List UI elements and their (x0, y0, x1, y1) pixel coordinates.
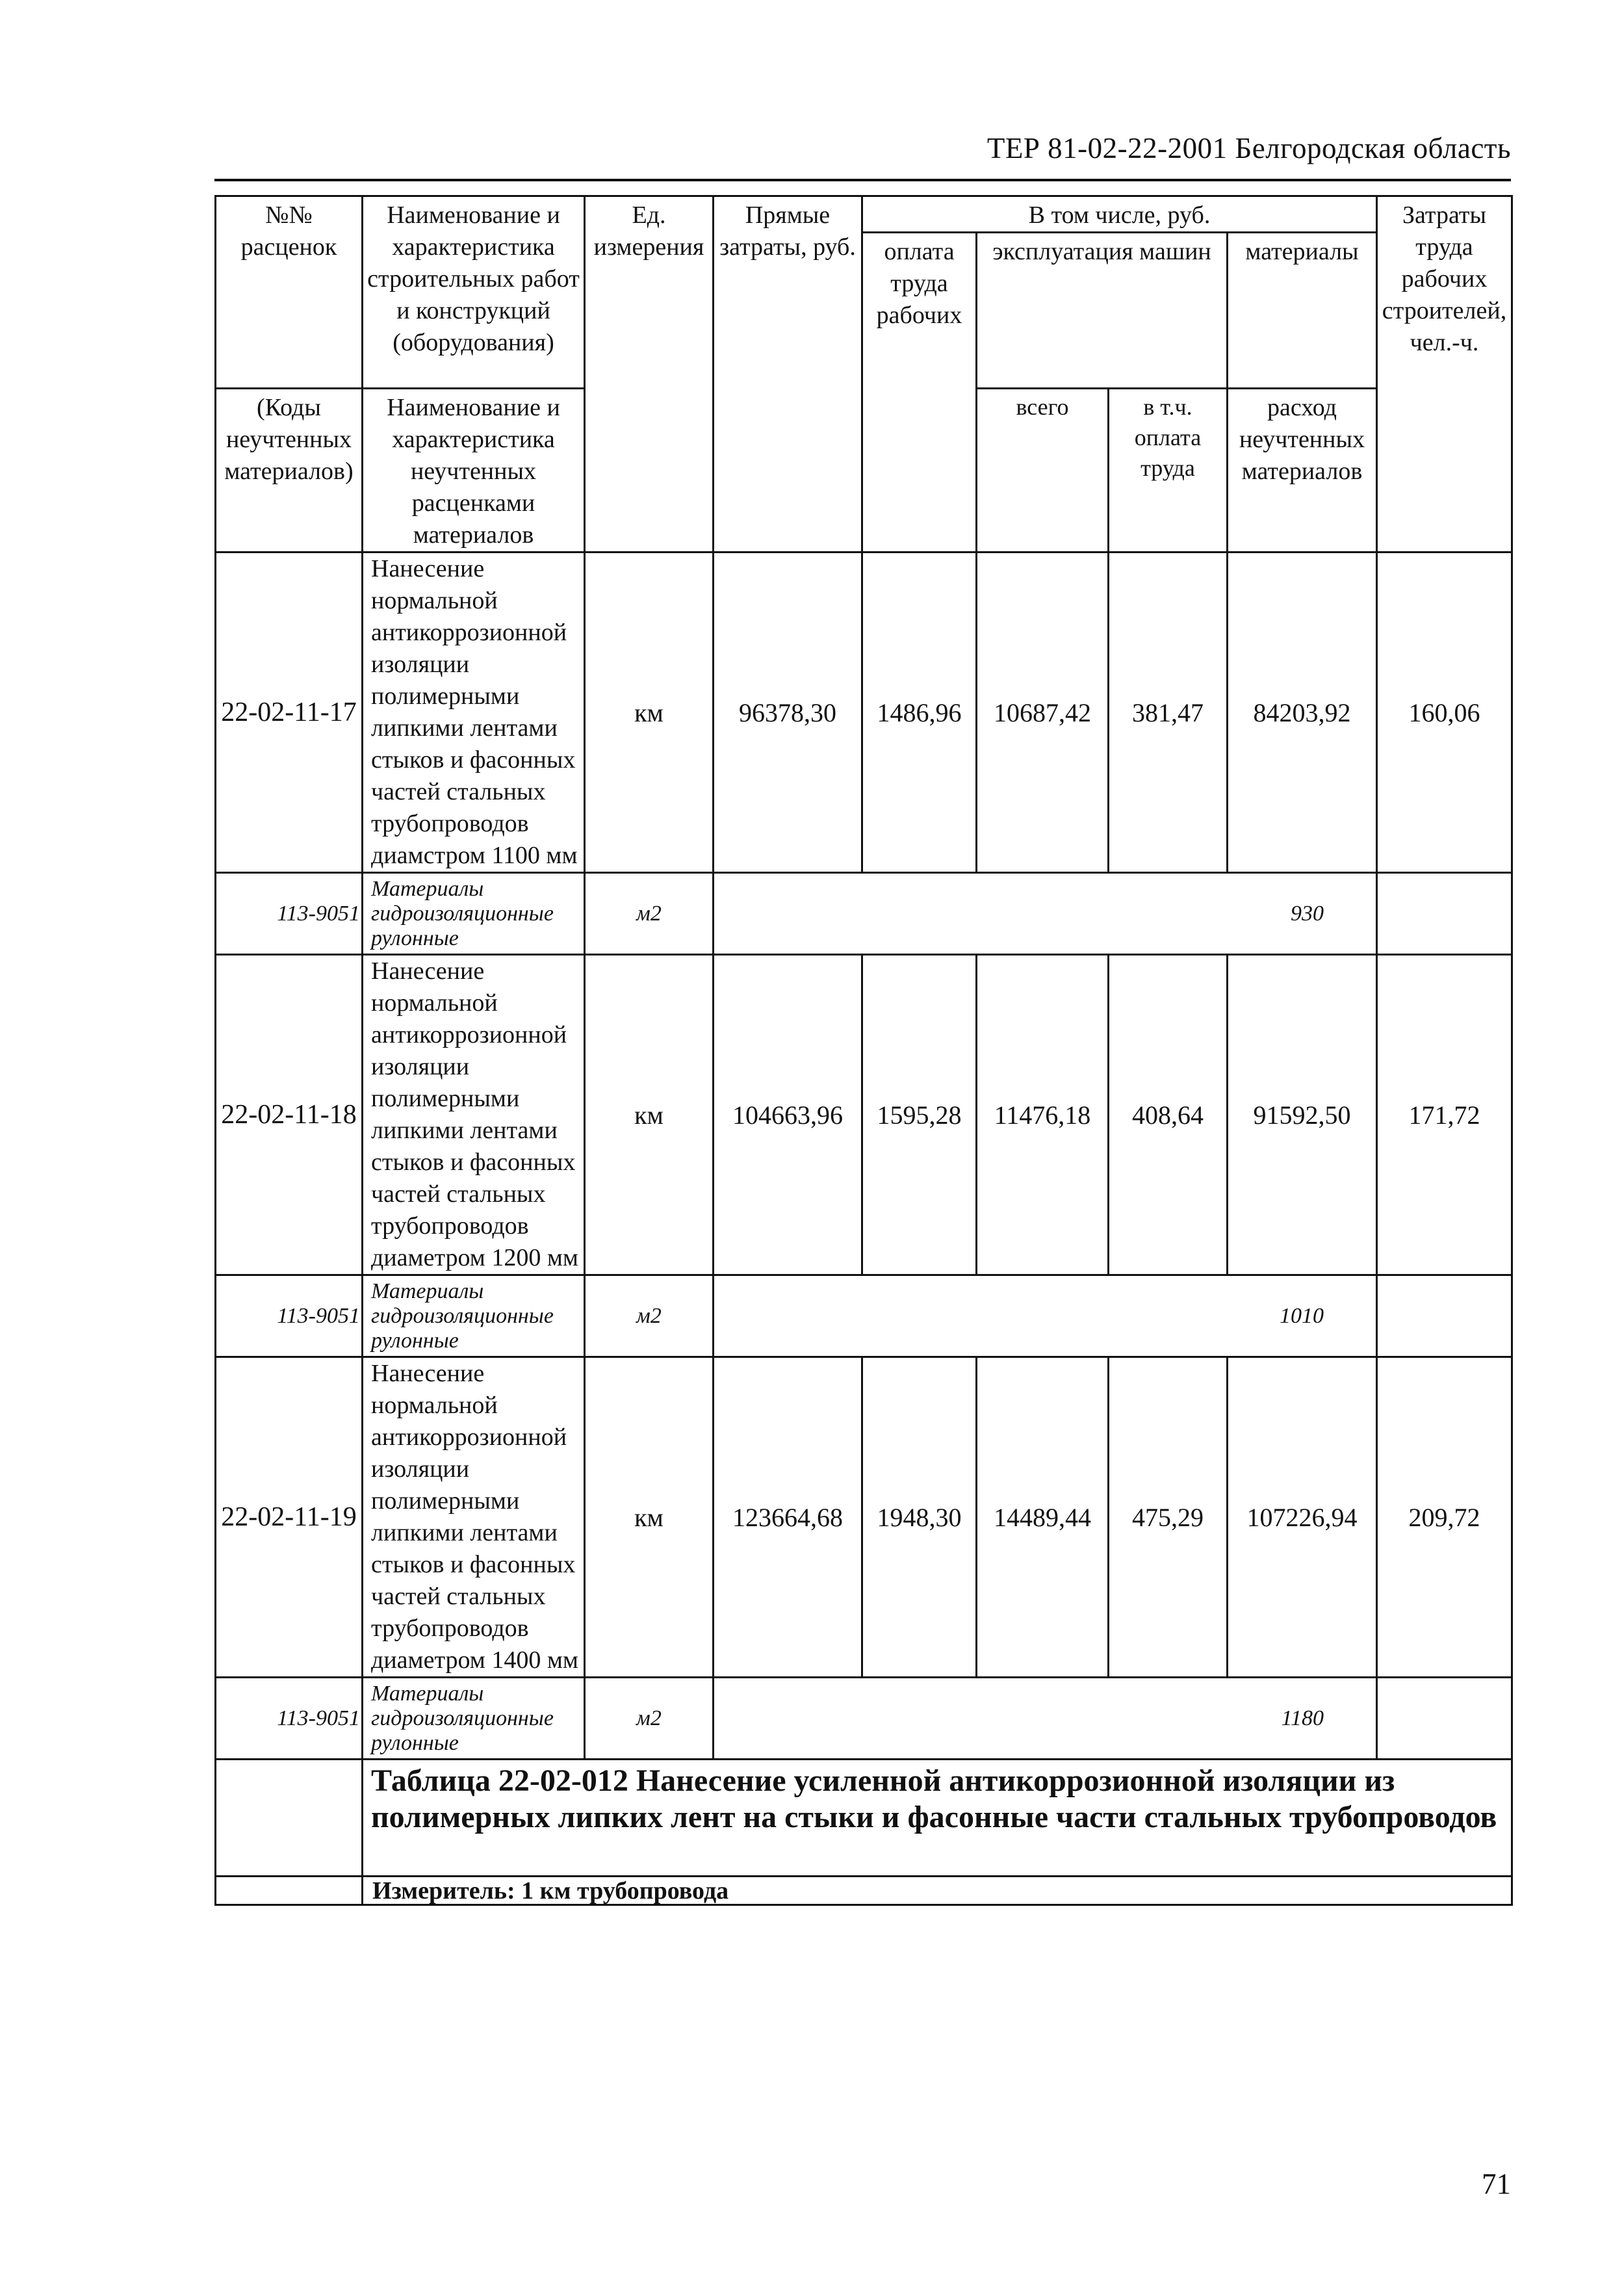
material-code: 113-9051 (216, 1678, 363, 1760)
rate-labor-pay: 1595,28 (862, 955, 977, 1275)
table-header-row (216, 196, 1512, 233)
rate-unit: км (585, 1357, 714, 1678)
rate-labor-pay: 1948,30 (862, 1357, 977, 1678)
rate-name: Нанесение нормальной антикоррозионной изоляции полимерными липкими лентами стыков и фасонных частей стальных трубопроводов диаметром 1200 мм (363, 955, 585, 1275)
header-machines-total: всего (977, 389, 1109, 552)
rate-name: Нанесение нормальной антикоррозионной изоляции полимерными липкими лентами стыков и фасонных частей стальных трубопроводов диамстром 1100 мм (363, 552, 585, 873)
material-empty (1377, 1275, 1512, 1357)
rate-unit: км (585, 552, 714, 873)
header-direct-costs: Прямые затраты, руб. (714, 196, 862, 552)
rate-machines-pay: 381,47 (1109, 552, 1228, 873)
rate-materials: 91592,50 (1228, 955, 1377, 1275)
material-name: Материалы гидроизоляционные рулонные (363, 873, 585, 955)
header-including: В том числе, руб. (862, 196, 1377, 233)
material-empty (1377, 873, 1512, 955)
rate-direct: 96378,30 (714, 552, 862, 873)
measure-empty-cell (216, 1877, 363, 1905)
material-qty: 1010 (714, 1275, 1377, 1357)
rate-materials: 107226,94 (1228, 1357, 1377, 1678)
material-qty: 930 (714, 873, 1377, 955)
rate-labor-pay: 1486,96 (862, 552, 977, 873)
rate-labor-cost: 209,72 (1377, 1357, 1512, 1678)
table-row (216, 1357, 1512, 1678)
rate-machines-total: 11476,18 (977, 955, 1109, 1275)
material-name: Материалы гидроизоляционные рулонные (363, 1678, 585, 1760)
header-rule (214, 179, 1511, 181)
rate-code: 22-02-11-17 (216, 552, 363, 873)
rates-table (214, 195, 1513, 1906)
material-code: 113-9051 (216, 1275, 363, 1357)
header-machines-pay: в т.ч. оплата труда (1109, 389, 1228, 552)
header-materials: материалы (1228, 233, 1377, 389)
section-empty-cell (216, 1760, 363, 1877)
table-row (216, 955, 1512, 1275)
rate-name: Нанесение нормальной антикоррозионной изоляции полимерными липкими лентами стыков и фасонных частей стальных трубопроводов диаметром 1400 мм (363, 1357, 585, 1678)
section-title: Таблица 22-02-012 Нанесение усиленной антикоррозионной изоляции из полимерных липких лент на стыки и фасонные части стальных трубопроводов (363, 1760, 1512, 1877)
rate-direct: 123664,68 (714, 1357, 862, 1678)
material-qty: 1180 (714, 1678, 1377, 1760)
header-name-unaccounted: Наименование и характеристика неучтенных расценками материалов (363, 389, 585, 552)
material-code: 113-9051 (216, 873, 363, 955)
material-row (216, 873, 1512, 955)
page-header: ТЕР 81-02-22-2001 Белгородская область (986, 132, 1511, 164)
rate-code: 22-02-11-18 (216, 955, 363, 1275)
measure-row (216, 1877, 1512, 1905)
rate-materials: 84203,92 (1228, 552, 1377, 873)
material-unit: м2 (585, 1275, 714, 1357)
material-name: Материалы гидроизоляционные рулонные (363, 1275, 585, 1357)
rate-labor-cost: 171,72 (1377, 955, 1512, 1275)
section-row (216, 1760, 1512, 1877)
header-unit: Ед. измерения (585, 196, 714, 552)
rate-code: 22-02-11-19 (216, 1357, 363, 1678)
rate-direct: 104663,96 (714, 955, 862, 1275)
header-name: Наименование и характеристика строительных работ и конструкций (оборудования) (363, 196, 585, 389)
table-row (216, 552, 1512, 873)
material-unit: м2 (585, 873, 714, 955)
material-empty (1377, 1678, 1512, 1760)
rate-unit: км (585, 955, 714, 1275)
header-code: №№ расценок (216, 196, 363, 389)
rate-machines-pay: 408,64 (1109, 955, 1228, 1275)
rate-machines-total: 10687,42 (977, 552, 1109, 873)
header-materials-unaccounted: расход неучтенных материалов (1228, 389, 1377, 552)
page-number: 71 (1482, 2168, 1511, 2200)
header-labor-cost: Затраты труда рабочих строителей, чел.-ч. (1377, 196, 1512, 552)
header-codes-unaccounted: (Коды неучтенных материалов) (216, 389, 363, 552)
rate-machines-pay: 475,29 (1109, 1357, 1228, 1678)
measure-unit: Измеритель: 1 км трубопровода (363, 1877, 1512, 1905)
rate-labor-cost: 160,06 (1377, 552, 1512, 873)
header-labor-pay: оплата труда рабочих (862, 233, 977, 552)
material-unit: м2 (585, 1678, 714, 1760)
material-row (216, 1678, 1512, 1760)
material-row (216, 1275, 1512, 1357)
header-machines: эксплуатация машин (977, 233, 1228, 389)
rate-machines-total: 14489,44 (977, 1357, 1109, 1678)
